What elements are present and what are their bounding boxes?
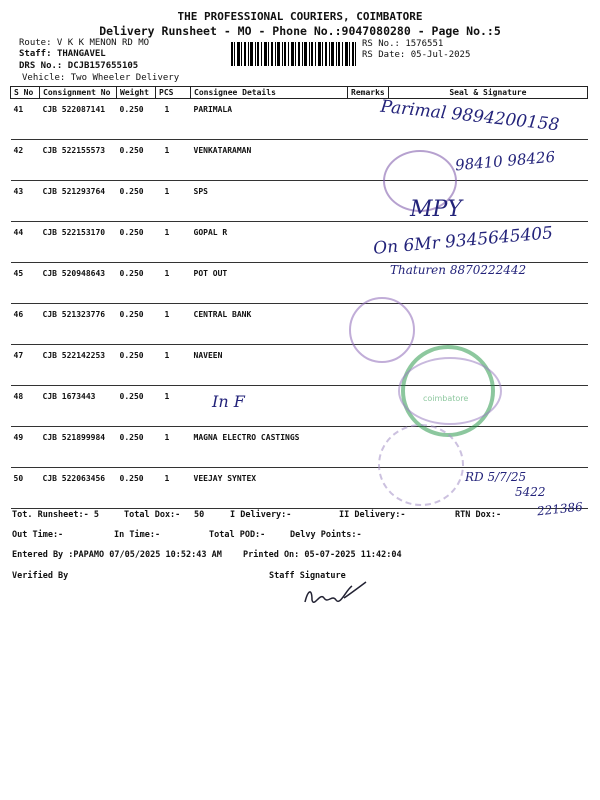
delvy-points: Delvy Points:- — [290, 530, 362, 540]
row-pcs: 1 — [156, 140, 191, 181]
rs-date: RS Date: 05-Jul-2025 — [362, 50, 471, 60]
entered-by: Entered By :PAPAMO 07/05/2025 10:52:43 AM — [12, 550, 222, 560]
row-weight: 0.250 — [117, 222, 156, 263]
row-consignee: MAGNA ELECTRO CASTINGS — [191, 427, 348, 468]
col-weight: Weight — [117, 87, 156, 99]
stamp-text: coimbatore — [423, 394, 469, 403]
row-pcs: 1 — [156, 304, 191, 345]
row-sno: 45 — [11, 263, 40, 304]
row-sno: 47 — [11, 345, 40, 386]
verified-by: Verified By — [12, 571, 69, 581]
stamp-circle-4 — [398, 357, 502, 425]
total-pod: Total POD:- — [209, 530, 266, 540]
table-header-row — [11, 87, 588, 99]
table-row — [11, 345, 588, 386]
row-signature — [388, 304, 587, 345]
handwriting-phone-42: 98410 98426 — [454, 147, 556, 175]
handwriting-signature-45: Thaturen 8870222442 — [390, 263, 527, 277]
row-weight: 0.250 — [117, 304, 156, 345]
stamp-circle-5 — [378, 424, 464, 506]
handwriting-signature-50: RD 5/7/25 — [465, 470, 527, 484]
col-consignee: Consignee Details — [191, 87, 348, 99]
row-sno: 46 — [11, 304, 40, 345]
rs-number: RS No.: 1576551 — [362, 39, 444, 49]
row-weight: 0.250 — [117, 263, 156, 304]
handwriting-total: 221386 — [536, 499, 584, 519]
row-pcs: 1 — [156, 468, 191, 509]
row-consignment: CJB 521899984 — [40, 427, 117, 468]
row-consignment: CJB 521323776 — [40, 304, 117, 345]
table-row — [11, 181, 588, 222]
row-consignment: CJB 522142253 — [40, 345, 117, 386]
stamp-circle-2 — [349, 297, 415, 363]
row-consignee: PARIMALA — [191, 99, 348, 140]
row-consignee: CENTRAL BANK — [191, 304, 348, 345]
row-weight: 0.250 — [117, 427, 156, 468]
handwriting-signature-41: Parimal 9894200158 — [379, 96, 561, 136]
row-consignee: VENKATARAMAN — [191, 140, 348, 181]
row-remarks — [348, 140, 389, 181]
row-pcs: 1 — [156, 386, 191, 427]
col-remarks: Remarks — [348, 87, 389, 99]
row-consignment: CJB 521293764 — [40, 181, 117, 222]
row-weight: 0.250 — [117, 99, 156, 140]
row-remarks — [348, 386, 389, 427]
i-delivery: I Delivery:- — [230, 510, 292, 520]
total-dox-value: 50 — [194, 510, 205, 520]
row-consignment: CJB 522087141 — [40, 99, 117, 140]
row-sno: 41 — [11, 99, 40, 140]
row-consignment: CJB 522063456 — [40, 468, 117, 509]
row-consignee: VEEJAY SYNTEX — [191, 468, 348, 509]
row-sno: 48 — [11, 386, 40, 427]
out-time: Out Time:- — [12, 530, 64, 540]
total-dox-label: Total Dox:- — [124, 510, 181, 520]
barcode — [231, 42, 356, 66]
row-consignee: NAVEEN — [191, 345, 348, 386]
row-weight: 0.250 — [117, 140, 156, 181]
row-weight: 0.250 — [117, 345, 156, 386]
route-text: Route: V K K MENON RD MO — [19, 38, 150, 48]
col-seal-signature: Seal & Signature — [388, 87, 587, 99]
rtn-dox: RTN Dox:- — [455, 510, 502, 520]
drs-line — [19, 61, 138, 71]
staff-value: THANGAVEL — [56, 49, 106, 59]
handwriting-signature-43: MPY — [410, 197, 462, 222]
row-consignment: CJB 1673443 — [40, 386, 117, 427]
company-title: THE PROFESSIONAL COURIERS, COIMBATORE — [177, 10, 423, 23]
row-pcs: 1 — [156, 99, 191, 140]
in-time: In Time:- — [114, 530, 161, 540]
row-consignee: SPS — [191, 181, 348, 222]
row-sno: 44 — [11, 222, 40, 263]
handwriting-signature-44: On 6Mr 9345645405 — [372, 223, 554, 259]
row-pcs: 1 — [156, 263, 191, 304]
row-consignment: CJB 522155573 — [40, 140, 117, 181]
runsheet-subtitle: Delivery Runsheet - MO - Phone No.:9047080280 - Page No.:5 — [99, 24, 501, 38]
row-consignee: GOPAL R — [191, 222, 348, 263]
vehicle-text: Vehicle: Two Wheeler Delivery — [22, 73, 180, 83]
col-sno: S No — [11, 87, 40, 99]
row-consignee: POT OUT — [191, 263, 348, 304]
table-row — [11, 427, 588, 468]
handwriting-note-48: In F — [212, 392, 245, 411]
row-pcs: 1 — [156, 222, 191, 263]
tot-runsheet: Tot. Runsheet:- 5 — [12, 510, 99, 520]
row-pcs: 1 — [156, 345, 191, 386]
staff-label: Staff: — [19, 49, 52, 59]
row-weight: 0.250 — [117, 181, 156, 222]
row-pcs: 1 — [156, 427, 191, 468]
row-sno: 42 — [11, 140, 40, 181]
row-weight: 0.250 — [117, 468, 156, 509]
printed-on: Printed On: 05-07-2025 11:42:04 — [243, 550, 402, 560]
col-pcs: PCS — [156, 87, 191, 99]
row-sno: 43 — [11, 181, 40, 222]
staff-line — [19, 49, 106, 59]
row-remarks — [348, 181, 389, 222]
row-consignment: CJB 520948643 — [40, 263, 117, 304]
table-row — [11, 304, 588, 345]
ii-delivery: II Delivery:- — [339, 510, 406, 520]
row-pcs: 1 — [156, 181, 191, 222]
handwriting-count: 5422 — [515, 485, 546, 499]
row-weight: 0.250 — [117, 386, 156, 427]
drs-value: DCJB157655105 — [67, 61, 139, 71]
staff-signature-mark — [300, 578, 370, 614]
row-consignment: CJB 522153170 — [40, 222, 117, 263]
drs-label: DRS No.: — [19, 61, 63, 71]
runsheet-table — [10, 86, 588, 509]
col-consignment: Consignment No — [40, 87, 117, 99]
row-sno: 49 — [11, 427, 40, 468]
row-sno: 50 — [11, 468, 40, 509]
staff-signature-label: Staff Signature — [269, 571, 346, 581]
